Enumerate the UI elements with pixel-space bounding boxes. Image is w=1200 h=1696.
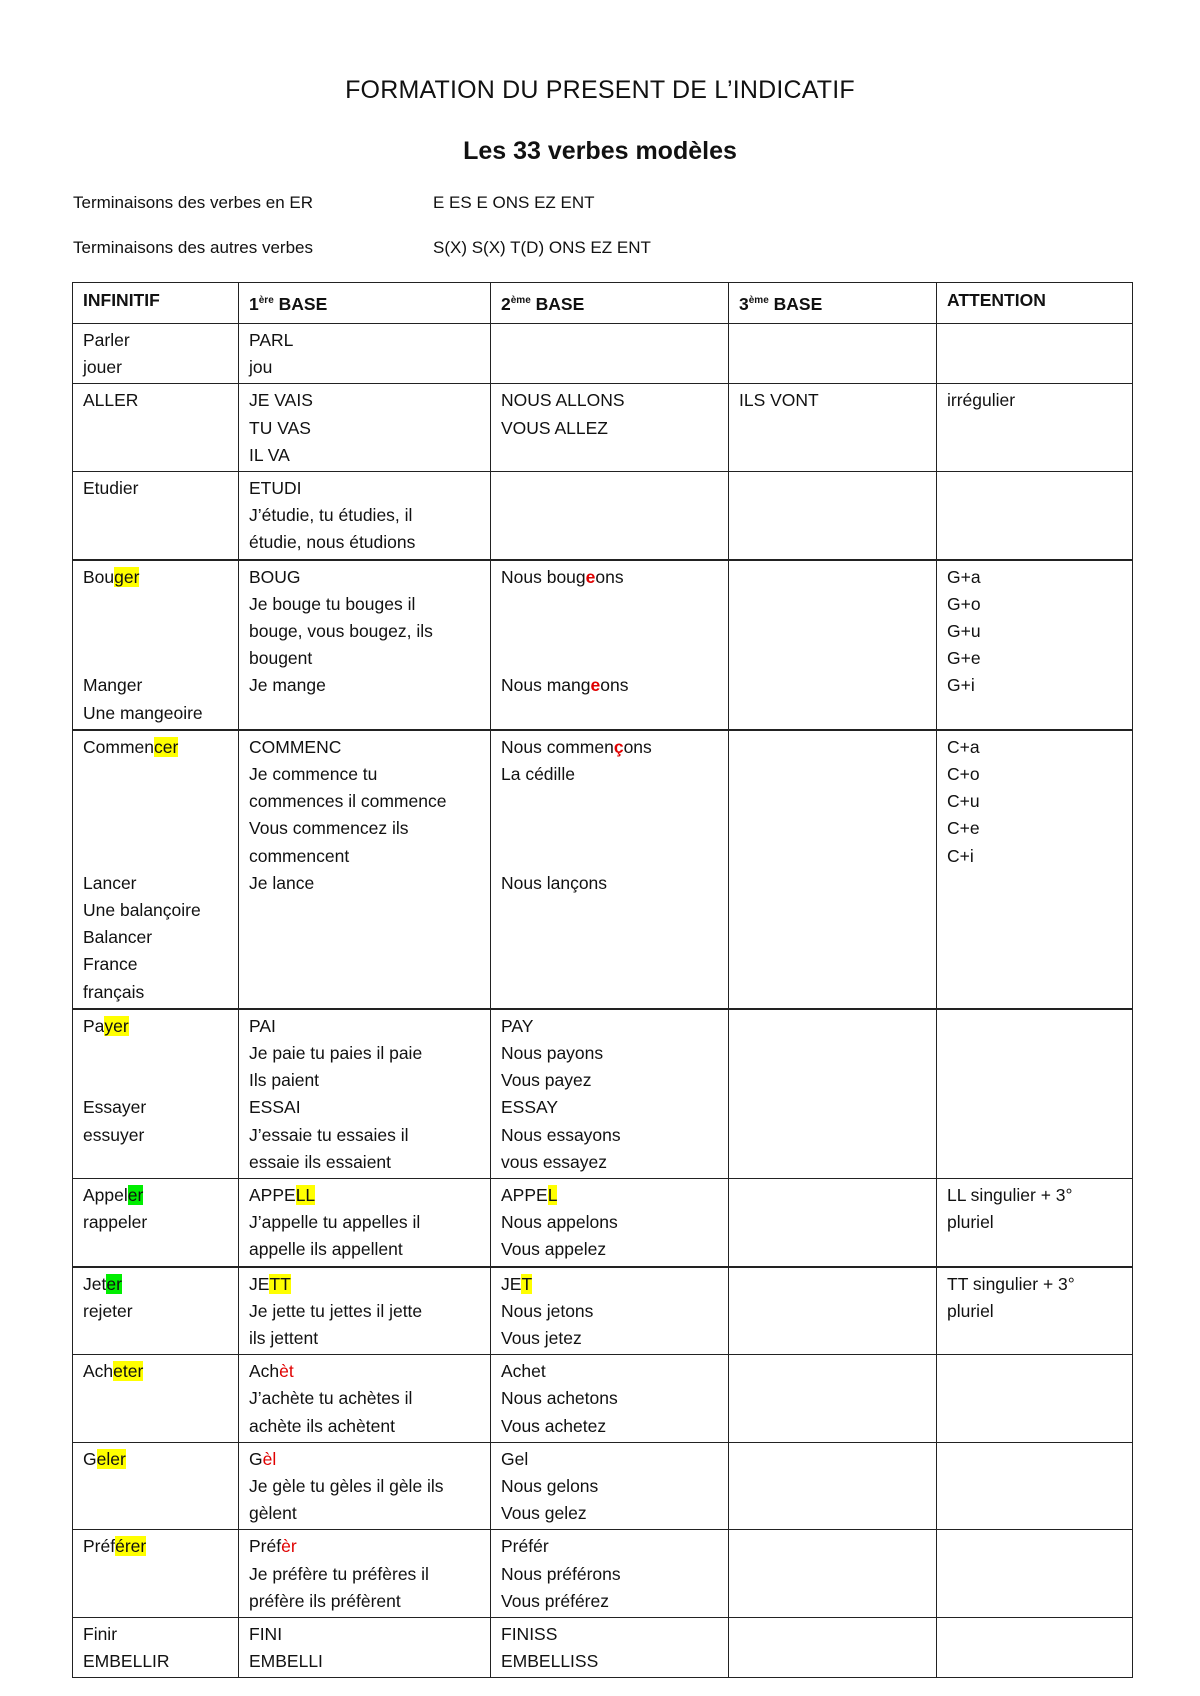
- cell-infinitif: Appeler rappeler: [73, 1178, 239, 1266]
- cell-attention: C+a C+o C+u C+e C+i: [937, 730, 1133, 1009]
- cell-attention: G+a G+o G+u G+e G+i: [937, 560, 1133, 730]
- table-header-row: [73, 283, 1133, 324]
- cell-base1: FINI EMBELLI: [239, 1618, 491, 1678]
- cell-infinitif: Etudier: [73, 472, 239, 560]
- cell-infinitif: Jeter rejeter: [73, 1267, 239, 1355]
- cell-base1: APPELL J’appelle tu appelles il appelle ils appellent: [239, 1178, 491, 1266]
- cell-base2: Gel Nous gelons Vous gelez: [491, 1442, 729, 1530]
- highlight-ending: er: [106, 1273, 122, 1294]
- cell-attention: LL singulier + 3° pluriel: [937, 1178, 1133, 1266]
- endings-other-line: [73, 238, 651, 258]
- highlight-ending: érer: [115, 1536, 147, 1557]
- table-row: [73, 730, 1133, 1009]
- cell-base2: PAY Nous payons Vous payez ESSAY Nous essayons vous essayez: [491, 1009, 729, 1179]
- highlight-ending: cer: [154, 736, 179, 757]
- table-row: [73, 472, 1133, 560]
- page-title: FORMATION DU PRESENT DE L’INDICATIF: [345, 76, 855, 104]
- cell-base2: NOUS ALLONS VOUS ALLEZ: [491, 384, 729, 472]
- cell-attention: [937, 1442, 1133, 1530]
- cell-infinitif: Acheter: [73, 1355, 239, 1443]
- cell-infinitif: Payer Essayer essuyer: [73, 1009, 239, 1179]
- table-row: [73, 1355, 1133, 1443]
- highlight-ending: eler: [96, 1448, 126, 1469]
- cell-infinitif: Bouger Manger Une mangeoire: [73, 560, 239, 730]
- cell-infinitif: Préférer: [73, 1530, 239, 1618]
- highlight-ending: eter: [113, 1361, 144, 1382]
- header-base2: 2ème BASE: [491, 283, 729, 324]
- table-row: [73, 1267, 1133, 1355]
- cell-base2: JET Nous jetons Vous jetez: [491, 1267, 729, 1355]
- cell-base1: COMMENC Je commence tu commences il commence Vous commencez ils commencent Je lance: [239, 730, 491, 1009]
- cell-attention: [937, 472, 1133, 560]
- table-row: [73, 560, 1133, 730]
- page-subtitle: Les 33 verbes modèles: [463, 137, 737, 165]
- highlight-ending: er: [127, 1184, 144, 1205]
- cell-base1: JETT Je jette tu jettes il jette ils jettent: [239, 1267, 491, 1355]
- cell-base3: ILS VONT: [729, 384, 937, 472]
- endings-er-line: [73, 193, 595, 213]
- cell-base3: [729, 1267, 937, 1355]
- cell-attention: [937, 1355, 1133, 1443]
- cell-base3: [729, 472, 937, 560]
- table-row: [73, 1442, 1133, 1530]
- cell-base1: PAI Je paie tu paies il paie Ils paient ESSAI J’essaie tu essaies il essaie ils essaient: [239, 1009, 491, 1179]
- cell-infinitif: Finir EMBELLIR: [73, 1618, 239, 1678]
- cell-base3: [729, 1530, 937, 1618]
- endings-other-label: Terminaisons des autres verbes: [73, 238, 314, 257]
- table-row: [73, 1530, 1133, 1618]
- cell-base1: ETUDI J’étudie, tu étudies, il étudie, nous étudions: [239, 472, 491, 560]
- header-base3: 3ème BASE: [729, 283, 937, 324]
- cell-infinitif: Geler: [73, 1442, 239, 1530]
- cell-base1: PARL jou: [239, 324, 491, 384]
- cell-infinitif: ALLER: [73, 384, 239, 472]
- cell-attention: [937, 324, 1133, 384]
- cell-base3: [729, 560, 937, 730]
- cell-base1: JE VAIS TU VAS IL VA: [239, 384, 491, 472]
- cell-base2: Achet Nous achetons Vous achetez: [491, 1355, 729, 1443]
- highlight-ending: yer: [104, 1015, 129, 1036]
- table-row: [73, 324, 1133, 384]
- header-attention: ATTENTION: [937, 283, 1133, 324]
- cell-attention: [937, 1618, 1133, 1678]
- verb-table: [72, 282, 1133, 1678]
- cell-base2: APPEL Nous appelons Vous appelez: [491, 1178, 729, 1266]
- endings-er-value: E ES E ONS EZ ENT: [433, 193, 595, 212]
- cell-base3: [729, 1178, 937, 1266]
- cell-base2: Préfér Nous préférons Vous préférez: [491, 1530, 729, 1618]
- cell-base2: FINISS EMBELLISS: [491, 1618, 729, 1678]
- table-row: [73, 1618, 1133, 1678]
- cell-base2: Nous bougeons Nous mangeons: [491, 560, 729, 730]
- table-row: [73, 384, 1133, 472]
- cell-base3: [729, 324, 937, 384]
- cell-infinitif: Commencer Lancer Une balançoire Balancer France français: [73, 730, 239, 1009]
- cell-base3: [729, 1618, 937, 1678]
- cell-base2: Nous commençons La cédille Nous lançons: [491, 730, 729, 1009]
- cell-base1: Achèt J’achète tu achètes il achète ils achètent: [239, 1355, 491, 1443]
- cell-base3: [729, 1355, 937, 1443]
- header-infinitif: INFINITIF: [73, 283, 239, 324]
- cell-base2: [491, 324, 729, 384]
- header-base1: 1ère BASE: [239, 283, 491, 324]
- cell-attention: TT singulier + 3° pluriel: [937, 1267, 1133, 1355]
- table-row: [73, 1009, 1133, 1179]
- endings-er-label: Terminaisons des verbes en ER: [73, 193, 314, 212]
- cell-base3: [729, 730, 937, 1009]
- cell-attention: [937, 1009, 1133, 1179]
- cell-base2: [491, 472, 729, 560]
- highlight-ending: ger: [114, 566, 140, 587]
- cell-base1: Préfèr Je préfère tu préfères il préfère ils préfèrent: [239, 1530, 491, 1618]
- cell-infinitif: Parler jouer: [73, 324, 239, 384]
- cell-attention: [937, 1530, 1133, 1618]
- table-row: [73, 1178, 1133, 1266]
- endings-other-value: S(X) S(X) T(D) ONS EZ ENT: [433, 238, 651, 257]
- cell-base1: BOUG Je bouge tu bouges il bouge, vous bougez, ils bougent Je mange: [239, 560, 491, 730]
- cell-base1: Gèl Je gèle tu gèles il gèle ils gèlent: [239, 1442, 491, 1530]
- cell-base3: [729, 1442, 937, 1530]
- cell-attention: irrégulier: [937, 384, 1133, 472]
- cell-base3: [729, 1009, 937, 1179]
